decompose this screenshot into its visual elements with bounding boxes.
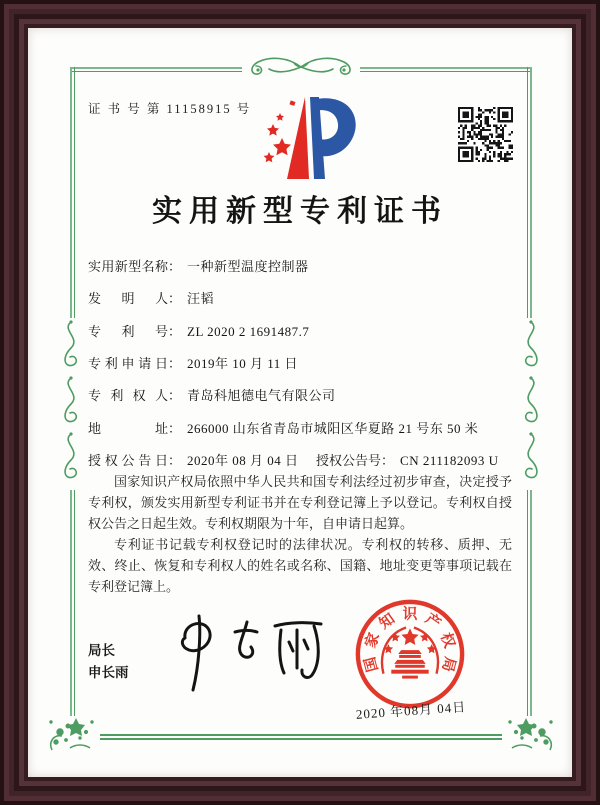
certificate-body — [88, 471, 512, 597]
bottom-left-floral-icon — [46, 710, 98, 754]
certificate-title: 实用新型专利证书 — [152, 195, 448, 228]
top-flourish-ornament-icon — [242, 54, 360, 80]
body-paragraph-2: 专利证书记载专利权登记时的法律状况。专利权的转移、质押、无效、终止、恢复和专利权人的姓名或名称、国籍、地址变更等事项记载在专利登记簿上。 — [88, 537, 512, 594]
signer-title: 局长 — [88, 643, 115, 658]
field-row-address: 地址： 266000 山东省青岛市城阳区华夏路 21 号东 50 米 — [88, 421, 479, 436]
bottom-right-floral-icon — [504, 710, 556, 754]
field-row-inventor: 发明人： 汪韬 — [88, 291, 215, 306]
cnipa-logo-icon — [262, 93, 360, 183]
field-row-patent-no: 专利号： ZL 2020 2 1691487.7 — [88, 324, 310, 339]
field-row-name: 实用新型名称： 一种新型温度控制器 — [88, 259, 309, 274]
body-paragraph-1: 国家知识产权局依照中华人民共和国专利法经过初步审查，决定授予专利权，颁发实用新型专利证书并在专利登记簿上予以登记。专利权自授权公告之日起生效。专利权期限为十年，自申请日起算。 — [88, 474, 512, 531]
national-emblem-icon — [382, 627, 438, 678]
field-row-filing-date: 专利申请日： 2019年 10 月 11 日 — [88, 356, 299, 371]
svg-text:识: 识 — [402, 606, 418, 623]
signer-name: 申长雨 — [88, 665, 129, 680]
svg-text:国: 国 — [362, 655, 382, 674]
border-bottom — [100, 734, 502, 740]
svg-text:家: 家 — [362, 630, 384, 651]
qr-code — [458, 107, 513, 162]
border-right-lower — [527, 490, 532, 716]
field-row-patentee: 专利权人： 青岛科旭德电气有限公司 — [88, 388, 336, 403]
field-grant-number: 授权公告号： CN 211182093 U — [316, 453, 499, 468]
border-top-right — [360, 67, 532, 72]
svg-text:产: 产 — [421, 610, 444, 633]
border-left-lower — [70, 490, 75, 716]
svg-text:局: 局 — [438, 655, 458, 674]
official-seal-icon — [351, 595, 469, 713]
svg-text:权: 权 — [436, 630, 458, 651]
svg-text:知: 知 — [376, 610, 399, 633]
signer-block — [88, 640, 129, 684]
border-top-left — [70, 67, 242, 72]
field-row-grant: 授权公告日： 2020年 08 月 04 日 授权公告号： CN 211182093 U — [88, 450, 528, 470]
left-scroll-ornament-icon — [58, 318, 84, 488]
director-signature-icon — [163, 610, 333, 700]
certificate-number: 证 书 号 第 11158915 号 — [88, 102, 252, 116]
seal-date: 2020 年08月 04日 — [355, 699, 467, 722]
